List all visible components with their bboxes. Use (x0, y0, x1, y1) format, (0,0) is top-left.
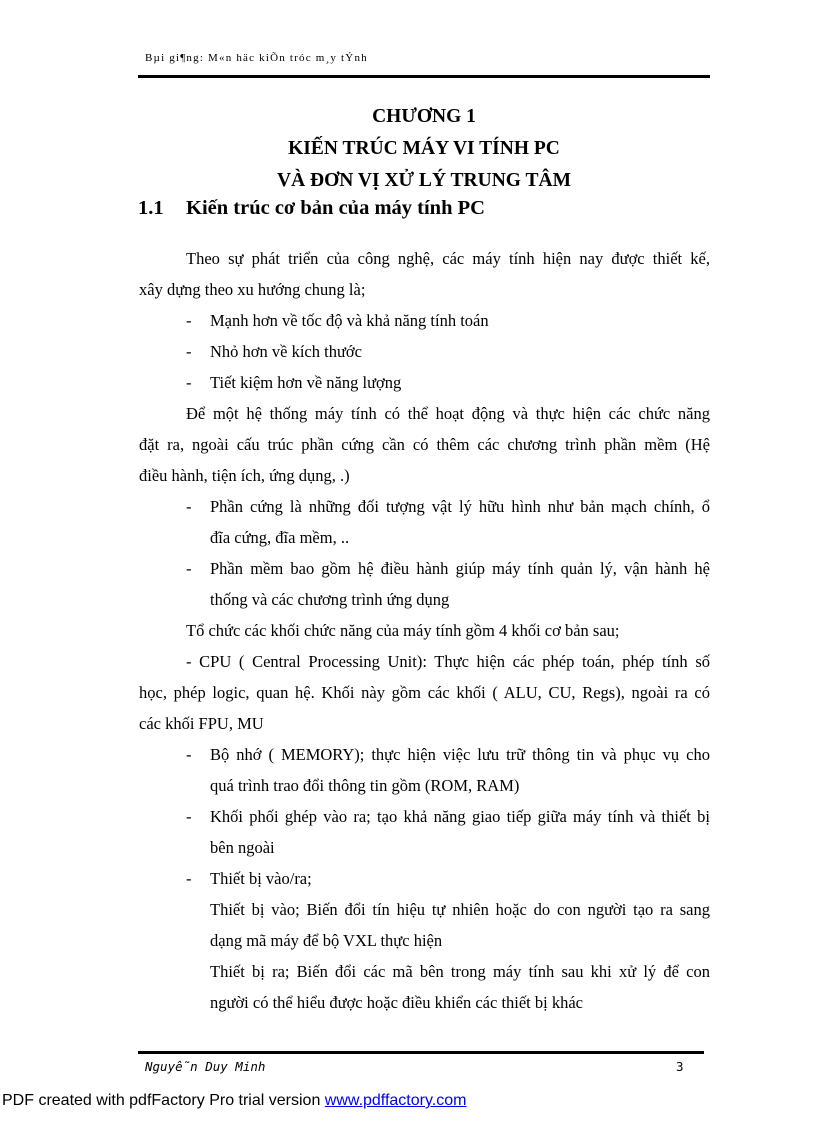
chapter-title-line1: KIẾN TRÚC MÁY VI TÍNH PC (288, 138, 560, 159)
paragraph-line: xây dựng theo xu hướng chung là; (139, 280, 366, 299)
sub-item-line: người có thể hiểu được hoặc điều khiển các thiết bị khác (210, 993, 583, 1012)
bullet-item: Mạnh hơn về tốc độ và khả năng tính toán (210, 311, 489, 330)
pdffactory-link[interactable]: www.pdffactory.com (324, 1092, 467, 1109)
bullet-item-cont: quá trình trao đổi thông tin gồm (ROM, RAM) (210, 776, 520, 795)
bullet-item-cont: thống và các chương trình ứng dụng (210, 590, 450, 609)
sub-item-line: Thiết bị vào; Biến đổi tín hiệu tự nhiên hoặc do con người tạo ra sang (210, 900, 710, 919)
section-title: Kiến trúc cơ bản của máy tính PC (186, 197, 485, 219)
pdf-watermark-note (2, 1092, 466, 1110)
bullet-dash: - (186, 373, 192, 392)
bullet-dash: - (186, 869, 192, 888)
paragraph-line: đặt ra, ngoài cấu trúc phần cứng cần có thêm các chương trình phần mềm (Hệ (139, 435, 710, 454)
paragraph-line: Để một hệ thống máy tính có thể hoạt động và thực hiện các chức năng (186, 404, 710, 423)
bullet-item: Khối phối ghép vào ra; tạo khả năng giao tiếp giữa máy tính và thiết bị (210, 807, 710, 826)
section-number: 1.1 (138, 197, 164, 219)
paragraph-line: - CPU ( Central Processing Unit): Thực hiện các phép toán, phép tính số (186, 652, 710, 671)
header-rule (138, 75, 710, 78)
footer-author: Nguyễn Duy Minh (145, 1059, 266, 1074)
chapter-number: CHƯƠNG 1 (372, 106, 476, 127)
page-number: 3 (676, 1059, 684, 1074)
bullet-item: Nhỏ hơn về kích thước (210, 342, 362, 361)
bullet-dash: - (186, 807, 192, 826)
pdf-note-text: PDF created with pdfFactory Pro trial version (2, 1092, 325, 1109)
bullet-item: Phần cứng là những đối tượng vật lý hữu hình như bản mạch chính, ổ (210, 497, 710, 516)
paragraph-line: Theo sự phát triển của công nghệ, các máy tính hiện nay được thiết kế, (186, 249, 710, 268)
bullet-item: Thiết bị vào/ra; (210, 869, 312, 888)
footer-rule (138, 1051, 704, 1054)
bullet-dash: - (186, 497, 192, 516)
bullet-item: Tiết kiệm hơn về năng lượng (210, 373, 402, 392)
bullet-dash: - (186, 745, 192, 764)
section-heading (138, 197, 485, 220)
bullet-dash: - (186, 559, 192, 578)
bullet-item-cont: bên ngoài (210, 838, 275, 857)
bullet-item: Phần mềm bao gồm hệ điều hành giúp máy tính quản lý, vận hành hệ (210, 559, 710, 578)
running-header: Bµi gi¶ng: M«n häc kiÕn tróc m¸y tÝnh (145, 52, 368, 64)
sub-item-line: Thiết bị ra; Biến đổi các mã bên trong máy tính sau khi xử lý để con (210, 962, 710, 981)
bullet-dash: - (186, 311, 192, 330)
bullet-item: Bộ nhớ ( MEMORY); thực hiện việc lưu trữ thông tin và phục vụ cho (210, 745, 710, 764)
paragraph-line: các khối FPU, MU (139, 714, 264, 733)
sub-item-line: dạng mã máy để bộ VXL thực hiện (210, 931, 443, 950)
paragraph-line: điều hành, tiện ích, ứng dụng, .) (139, 466, 350, 485)
bullet-dash: - (186, 342, 192, 361)
bullet-item-cont: đĩa cứng, đĩa mềm, .. (210, 528, 350, 547)
chapter-title-line2: VÀ ĐƠN VỊ XỬ LÝ TRUNG TÂM (277, 170, 571, 191)
paragraph-line: học, phép logic, quan hệ. Khối này gồm các khối ( ALU, CU, Regs), ngoài ra có (139, 683, 710, 702)
paragraph-line: Tổ chức các khối chức năng của máy tính gồm 4 khối cơ bản sau; (186, 621, 620, 640)
